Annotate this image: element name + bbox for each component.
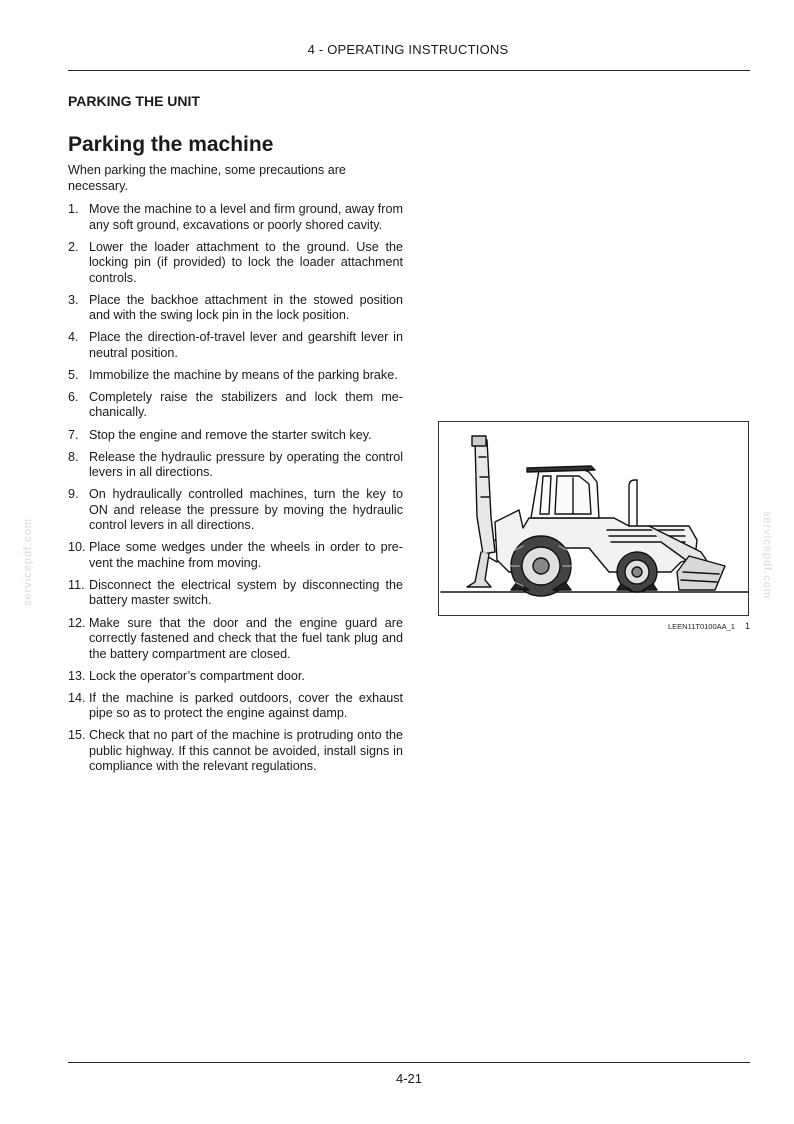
section-title: PARKING THE UNIT — [68, 93, 200, 109]
list-item — [68, 390, 403, 421]
watermark-left: servicepdf.com — [22, 518, 34, 606]
intro-paragraph: When parking the machine, some precautions are necessary. — [68, 163, 346, 193]
step-number: 11. — [68, 577, 85, 592]
backhoe-loader-illustration — [439, 422, 750, 617]
footer-rule — [68, 1062, 750, 1063]
list-item — [68, 540, 403, 571]
step-text: Disconnect the electrical system by disconnecting the battery master switch. — [89, 577, 403, 608]
step-number: 3. — [68, 292, 79, 307]
step-number: 2. — [68, 239, 79, 254]
list-item — [68, 428, 403, 444]
list-item — [68, 202, 403, 233]
list-item — [68, 368, 403, 384]
list-item — [68, 450, 403, 481]
figure-code: LEEN11T0100AA_1 — [667, 622, 735, 631]
page-title: Parking the machine — [68, 133, 274, 156]
step-number: 7. — [68, 427, 79, 442]
list-item — [68, 728, 403, 775]
step-text: Place some wedges under the wheels in order to prevent the machine from moving. — [89, 540, 403, 570]
step-number: 1. — [68, 202, 79, 216]
step-text: Make sure that the door and the engine guard are correctly fastened and check that the fuel tank plug and the battery compartment are closed. — [89, 615, 403, 661]
step-text: Place the backhoe attachment in the stowed position and with the swing lock pin in the lock position. — [89, 292, 403, 323]
step-number: 4. — [68, 330, 79, 345]
figure-frame — [438, 421, 749, 616]
list-item — [68, 240, 403, 287]
step-text: Completely raise the stabilizers and lock them mechanically. — [89, 389, 403, 420]
list-item — [68, 330, 403, 361]
step-text: Lower the loader attachment to the ground. Use the locking pin (if provided) to lock the loader attachment controls. — [89, 239, 403, 285]
step-text: Lock the operator’s compartment door. — [89, 668, 305, 683]
step-text: Move the machine to a level and firm ground, away from any soft ground, excavations or poorly shored cavity. — [89, 202, 403, 232]
header-title: 4 - OPERATING INSTRUCTIONS — [307, 42, 509, 57]
step-number: 8. — [68, 449, 79, 464]
step-number: 9. — [68, 487, 79, 502]
step-text: Release the hydraulic pressure by operating the control levers in all directions. — [89, 449, 403, 480]
step-number: 13. — [68, 668, 86, 683]
step-text: Stop the engine and remove the starter switch key. — [89, 427, 372, 442]
step-text: Immobilize the machine by means of the parking brake. — [89, 367, 398, 382]
step-text: On hydraulically controlled machines, turn the key to ON and release the pressure by moving the hydraulic control levers in all directions. — [89, 487, 403, 533]
step-number: 14. — [68, 690, 86, 705]
watermark-right: servicepdf.com — [761, 511, 773, 599]
figure-number: 1 — [744, 621, 750, 631]
list-item — [68, 669, 403, 685]
steps-list — [68, 202, 403, 781]
step-number: 15. — [68, 728, 86, 743]
figure-caption — [600, 621, 750, 631]
list-item — [68, 487, 403, 534]
step-number: 6. — [68, 389, 79, 404]
header-rule — [68, 70, 750, 71]
list-item — [68, 616, 403, 663]
list-item — [68, 293, 403, 324]
list-item — [68, 691, 403, 722]
step-text: Check that no part of the machine is protruding onto the public highway. If this cannot be avoided, install signs in compliance with the relevant regulations. — [89, 728, 403, 774]
step-number: 10. — [68, 540, 86, 555]
step-number: 5. — [68, 367, 79, 382]
page-number: 4-21 — [395, 1071, 423, 1086]
step-text: If the machine is parked outdoors, cover the exhaust pipe so as to protect the engine against damp. — [89, 690, 403, 721]
step-number: 12. — [68, 615, 86, 630]
list-item — [68, 578, 403, 609]
step-text: Place the direction-of-travel lever and gearshift lever in neutral position. — [89, 330, 403, 360]
